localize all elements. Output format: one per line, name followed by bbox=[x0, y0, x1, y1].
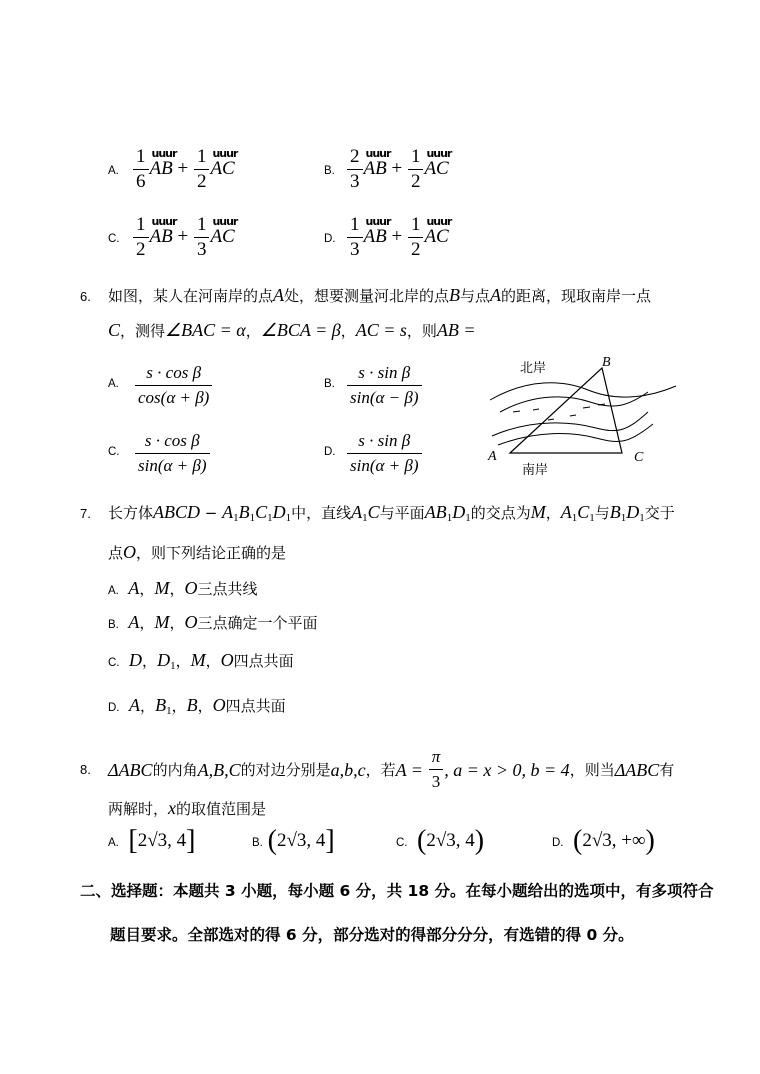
q7-option-a: A. A，M，O三点共线 bbox=[108, 578, 258, 598]
q8-option-d: D. (2√3, +∞) bbox=[552, 825, 655, 856]
q8-stem-line2: 两解时，x的取值范围是 bbox=[108, 798, 267, 818]
river-figure bbox=[478, 350, 678, 480]
q6-option-c-expr: $\frac{\text{s · cos β}}{\sin(\alpha + \beta)}$ bbox=[134, 430, 211, 477]
section-2-line1: 二、选择题：本题共 3 小题，每小题 6 分，共 18 分。在每小题给出的选项中，有多项符合 bbox=[80, 882, 714, 900]
q6-option-a-label: A. bbox=[108, 378, 119, 390]
q8-option-c: C. (2√3, 4) bbox=[396, 825, 485, 856]
q6-option-c-label: C. bbox=[108, 446, 120, 458]
q6-number: 6. bbox=[80, 289, 91, 304]
q7-number: 7. bbox=[80, 506, 91, 521]
q6-option-d-expr: $\frac{\text{s · sin β}}{\sin(\alpha + \beta)}$ bbox=[346, 430, 423, 477]
q5-option-d-label: D. bbox=[324, 233, 336, 245]
q5-option-b-expr: $\frac{2}{3}$ uuur AB + $\frac{1}{2}$ uuur AC bbox=[346, 146, 449, 193]
q5-option-a-expr: $\frac{1}{6}$ uuur AB + $\frac{1}{2}$ uuur AC bbox=[132, 146, 235, 193]
water-dash bbox=[513, 411, 520, 412]
water-dash bbox=[570, 415, 576, 416]
south-bank-label: 南岸 bbox=[522, 463, 549, 478]
q6-option-d-label: D. bbox=[324, 446, 336, 458]
q7-stem-line2: 点O，则下列结论正确的是 bbox=[108, 542, 287, 562]
water-dash bbox=[533, 409, 539, 410]
q7-option-d: D. A，$B_1$，B，O四点共面 bbox=[108, 695, 286, 717]
q6-option-a-expr: $\frac{\text{s · cos β}}{\cos(\alpha + \beta)}$ bbox=[134, 362, 213, 409]
q5-option-d-expr: $\frac{1}{3}$ uuur AB + $\frac{1}{2}$ uuur AC bbox=[346, 214, 449, 261]
north-bank-label: 北岸 bbox=[520, 361, 547, 376]
q5-option-c-label: C. bbox=[108, 233, 120, 245]
q5-option-a-label: A. bbox=[108, 165, 119, 177]
q5-option-b-label: B. bbox=[324, 165, 335, 177]
q5-option-c-expr: $\frac{1}{2}$ uuur AB + $\frac{1}{3}$ uuur AC bbox=[132, 214, 235, 261]
q8-stem-line1: ΔABC 的内角 A,B,C 的对边分别是 a,b,c ，若 A = $\frac{\pi}{3}$ , a = x > 0, b = 4 ，则当 ΔABC 有 bbox=[108, 747, 675, 791]
q6-stem-line2: C，测得∠BAC = α，∠BCA = β，AC = s，则AB = bbox=[108, 320, 476, 340]
point-c-label: C bbox=[634, 450, 644, 465]
point-a-label: A bbox=[488, 449, 497, 464]
q7-option-c: C. D，$D_1$，M，O四点共面 bbox=[108, 650, 294, 672]
point-b-label: B bbox=[602, 355, 611, 370]
q6-stem-line1: 如图，某人在河南岸的点A处，想要测量河北岸的点B与点A的距离，现取南岸一点 bbox=[108, 285, 652, 305]
water-dash bbox=[583, 407, 590, 408]
north-bank-wave-lower bbox=[500, 392, 648, 412]
q8-option-b: B. (2√3, 4] bbox=[252, 825, 335, 856]
q7-stem-line1: 长方体ABCD − $A_1B_1C_1D_1$中，直线$A_1C$与平面$AB_1D_1$的交点为M，$A_1C_1$与$B_1D_1$交于 bbox=[108, 502, 675, 524]
q6-option-b-label: B. bbox=[324, 378, 335, 390]
q8-option-a: A. [2√3, 4] bbox=[108, 825, 196, 856]
q6-option-b-expr: $\frac{\text{s · sin β}}{\sin(\alpha - \beta)}$ bbox=[346, 362, 423, 409]
water-dash bbox=[548, 419, 554, 420]
q8-number: 8. bbox=[80, 762, 91, 777]
section-2-line2: 题目要求。全部选对的得 6 分，部分选对的得部分分分，有选错的得 0 分。 bbox=[110, 926, 634, 944]
q7-option-b: B. A，M，O三点确定一个平面 bbox=[108, 612, 318, 632]
